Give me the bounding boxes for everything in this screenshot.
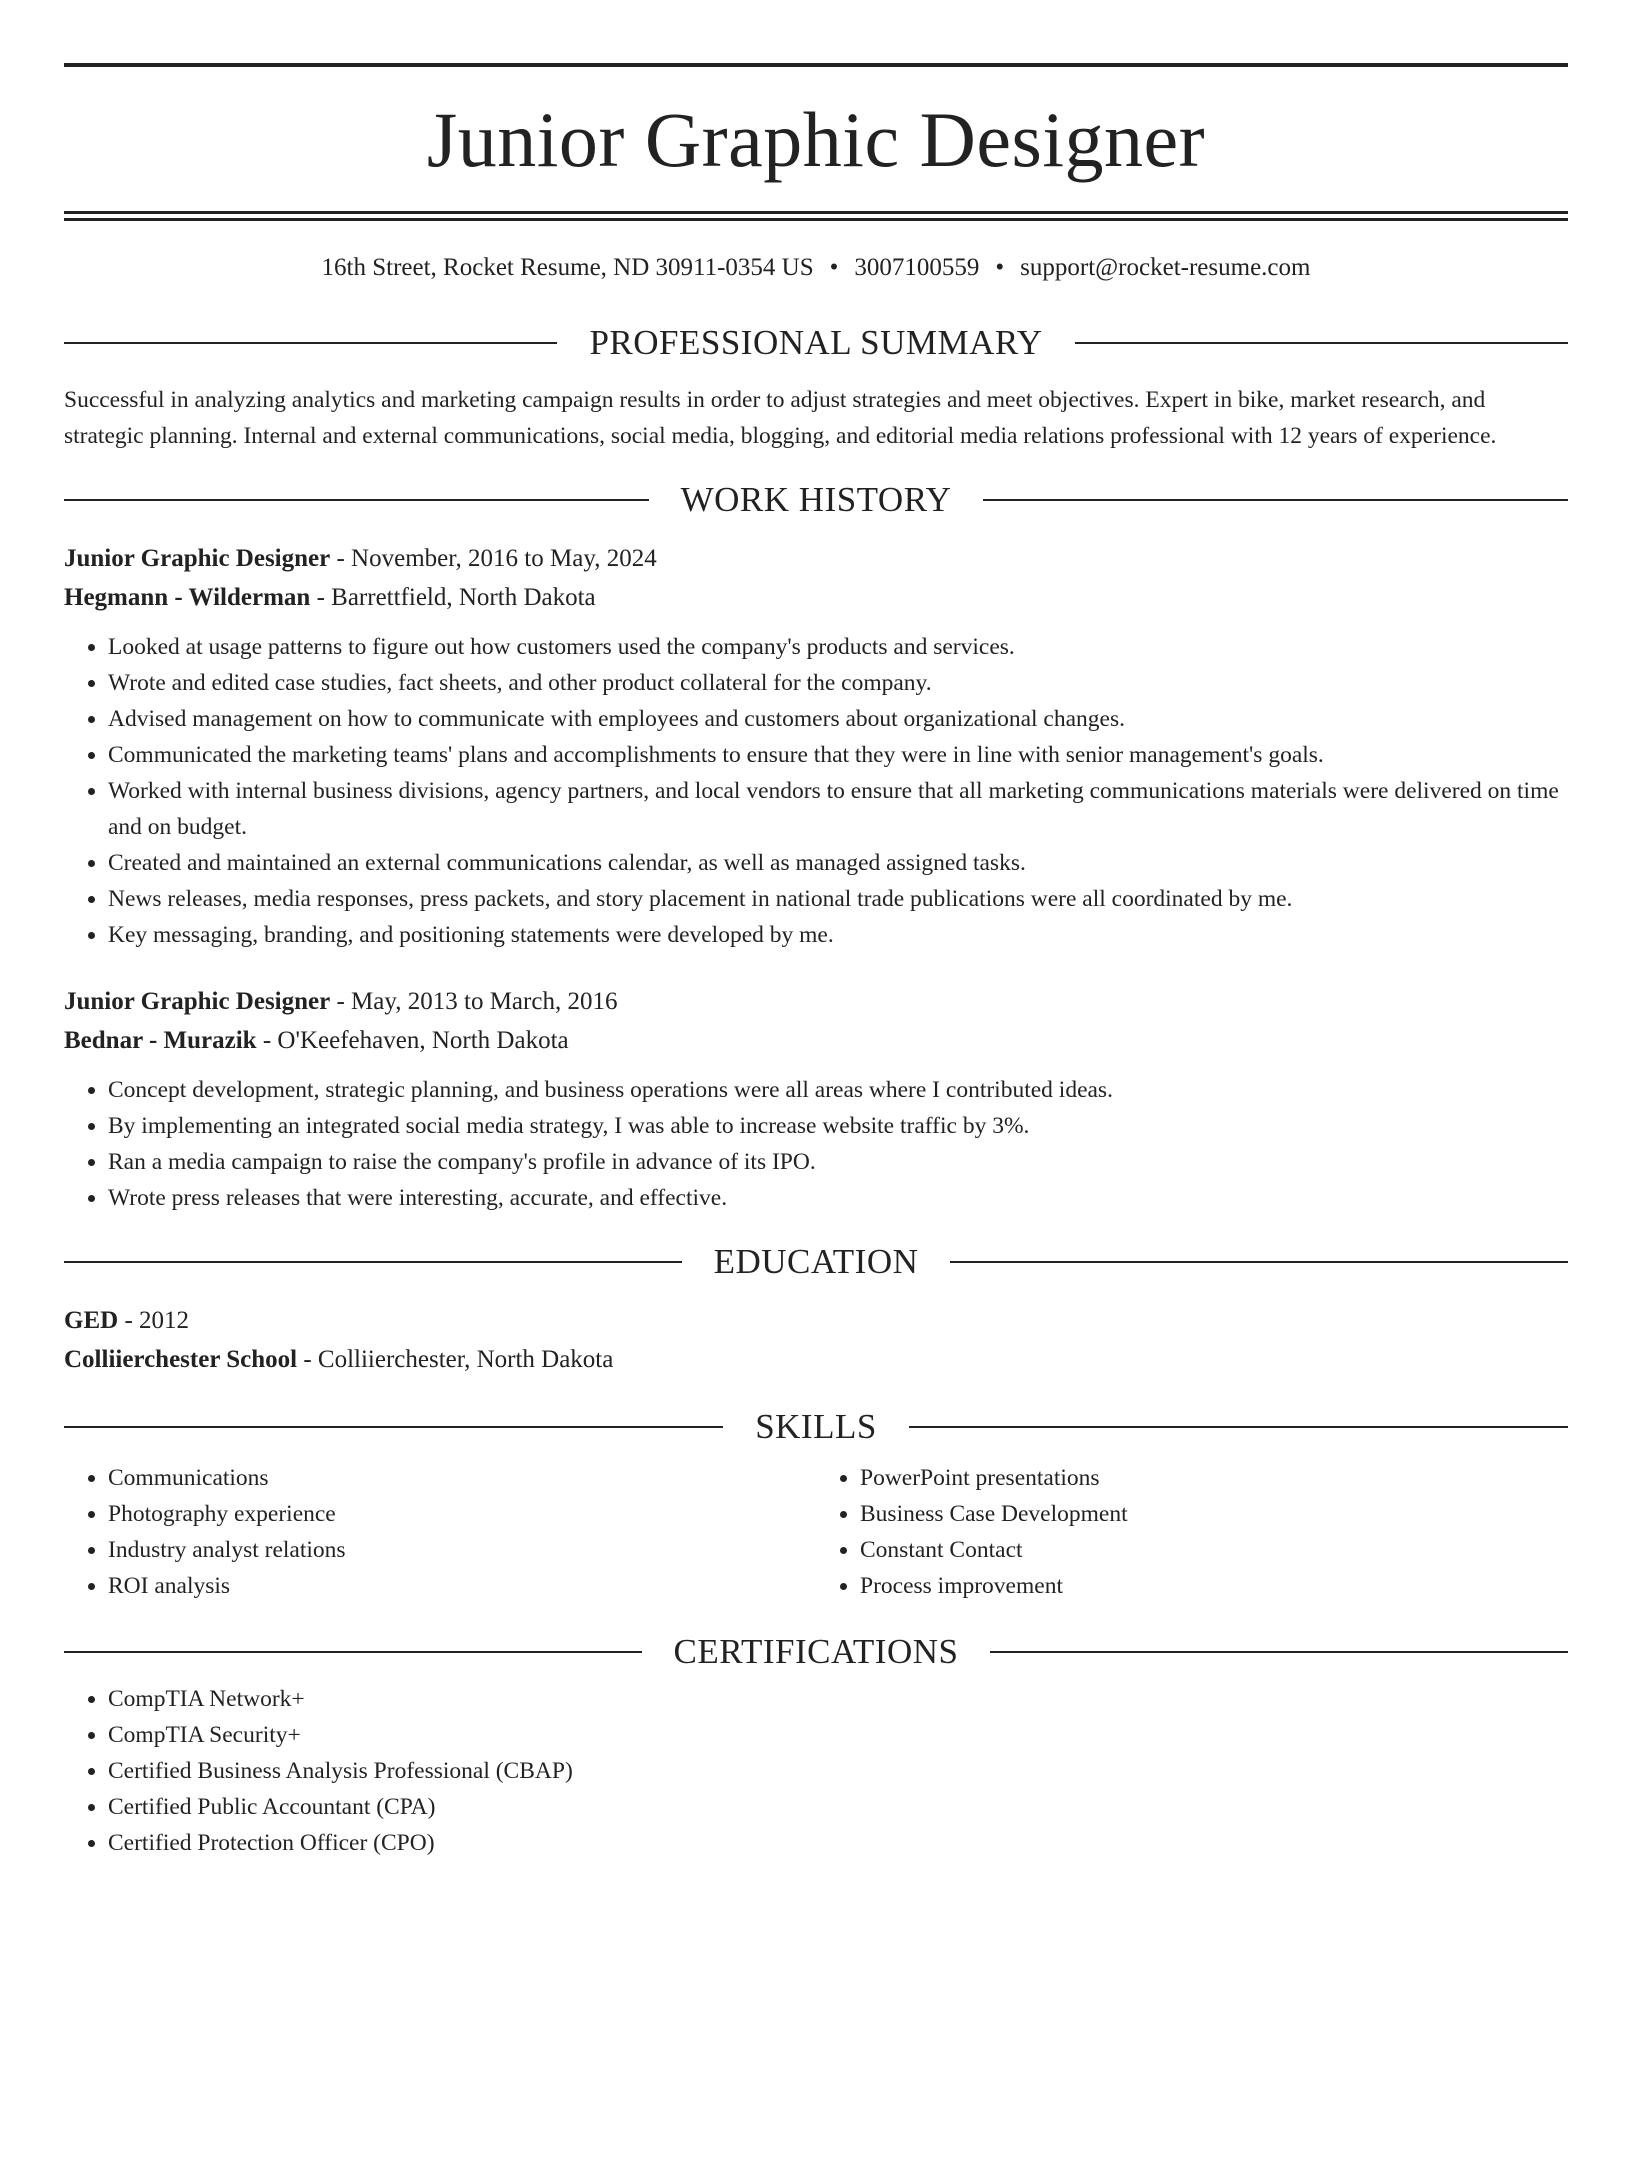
job-bullet: • Key messaging, branding, and positioning statements were developed by me. [108,917,1568,953]
job-title-line [64,982,1568,1021]
job-location: - O'Keefehaven, North Dakota [256,1027,569,1054]
header-double-rule [64,211,1568,221]
skill-item: • Photography experience [108,1496,816,1532]
contact-email: support@rocket-resume.com [1020,254,1311,281]
certification-item: • CompTIA Network+ [108,1681,1568,1717]
job-dates: - November, 2016 to May, 2024 [330,545,657,572]
section-header-work [64,482,1568,517]
skill-item: • Industry analyst relations [108,1532,816,1568]
job-dates: - May, 2013 to March, 2016 [330,988,618,1015]
skills-column-right [816,1460,1568,1604]
job-bullet: • Advised management on how to communicate with employees and customers about organizational changes. [108,701,1568,737]
job-bullet: • News releases, media responses, press packets, and story placement in national trade publications were all coordinated by me. [108,881,1568,917]
skill-item: • Constant Contact [860,1532,1568,1568]
skills-grid [64,1460,1568,1604]
job-bullet: • Concept development, strategic planning, and business operations were all areas where I contributed ideas. [108,1072,1568,1108]
job-company-line [64,578,1568,617]
section-header-education [64,1244,1568,1279]
job-company-line [64,1021,1568,1060]
job-bullet: • Wrote press releases that were interesting, accurate, and effective. [108,1180,1568,1216]
skill-item: • Communications [108,1460,816,1496]
certifications-list [64,1681,1568,1861]
job-bullets [64,629,1568,953]
resume-name: Junior Graphic Designer [426,96,1206,183]
section-header-summary [64,325,1568,360]
certification-item: • Certified Protection Officer (CPO) [108,1825,1568,1861]
skill-item: • PowerPoint presentations [860,1460,1568,1496]
job-bullet: • Looked at usage patterns to figure out how customers used the company's products and services. [108,629,1568,665]
resume-page [0,63,1632,2175]
section-title-certifications: CERTIFICATIONS [673,1632,959,1671]
section-rule-right [990,1651,1568,1653]
section-rule-left [64,499,649,501]
job-bullet: • Created and maintained an external communications calendar, as well as managed assigned tasks. [108,845,1568,881]
job-bullet: • Ran a media campaign to raise the company's profile in advance of its IPO. [108,1144,1568,1180]
top-rule [64,63,1568,67]
section-rule-right [950,1261,1568,1263]
section-rule-left [64,1261,682,1263]
job-bullets [64,1072,1568,1216]
education-degree: GED [64,1307,119,1334]
education-degree-line [64,1301,1568,1340]
certification-item: • Certified Business Analysis Professional (CBAP) [108,1753,1568,1789]
education-year: - 2012 [118,1307,190,1334]
job-entry [64,539,1568,953]
contact-separator: • [829,254,839,281]
education-school: Colliierchester School [64,1346,298,1373]
job-entry [64,982,1568,1216]
skills-column-left [64,1460,816,1604]
section-header-certifications [64,1634,1568,1669]
job-location: - Barrettfield, North Dakota [310,584,596,611]
contact-address: 16th Street, Rocket Resume, ND 30911-0354 US [321,254,814,281]
section-title-education: EDUCATION [713,1242,919,1281]
education-entry [64,1301,1568,1379]
section-rule-left [64,1426,723,1428]
section-rule-right [983,499,1568,501]
education-location: - Colliierchester, North Dakota [297,1346,614,1373]
skill-item: • Process improvement [860,1568,1568,1604]
section-rule-right [909,1426,1568,1428]
skill-item: • Business Case Development [860,1496,1568,1532]
education-school-line [64,1340,1568,1379]
skill-item: • ROI analysis [108,1568,816,1604]
job-bullet: • Worked with internal business divisions, agency partners, and local vendors to ensure that all marketing communications materials were delivered on time and on budget. [108,773,1568,845]
contact-phone: 3007100559 [854,254,980,281]
job-title-line [64,539,1568,578]
section-title-work: WORK HISTORY [680,480,952,519]
certification-item: • CompTIA Security+ [108,1717,1568,1753]
section-rule-right [1075,342,1568,344]
job-company: Bednar - Murazik [64,1027,257,1054]
job-bullet: • Communicated the marketing teams' plans and accomplishments to ensure that they were in line with senior management's goals. [108,737,1568,773]
job-role: Junior Graphic Designer [64,545,331,572]
summary-text: Successful in analyzing analytics and marketing campaign results in order to adjust strategies and meet objectives. Expert in bike, market research, and strategic planning. Internal and external communications, social media, blogging, and editorial media relations professional with 12 years of experience. [64,387,1497,449]
section-header-skills [64,1409,1568,1444]
job-company: Hegmann - Wilderman [64,584,311,611]
certification-item: • Certified Public Accountant (CPA) [108,1789,1568,1825]
section-title-summary: PROFESSIONAL SUMMARY [589,323,1043,362]
section-rule-left [64,1651,642,1653]
job-role: Junior Graphic Designer [64,988,331,1015]
section-rule-left [64,342,557,344]
job-bullet: • By implementing an integrated social media strategy, I was able to increase website traffic by 3%. [108,1108,1568,1144]
contact-separator: • [995,254,1005,281]
contact-line [64,255,1568,280]
job-bullet: • Wrote and edited case studies, fact sheets, and other product collateral for the company. [108,665,1568,701]
section-title-skills: SKILLS [755,1407,877,1446]
